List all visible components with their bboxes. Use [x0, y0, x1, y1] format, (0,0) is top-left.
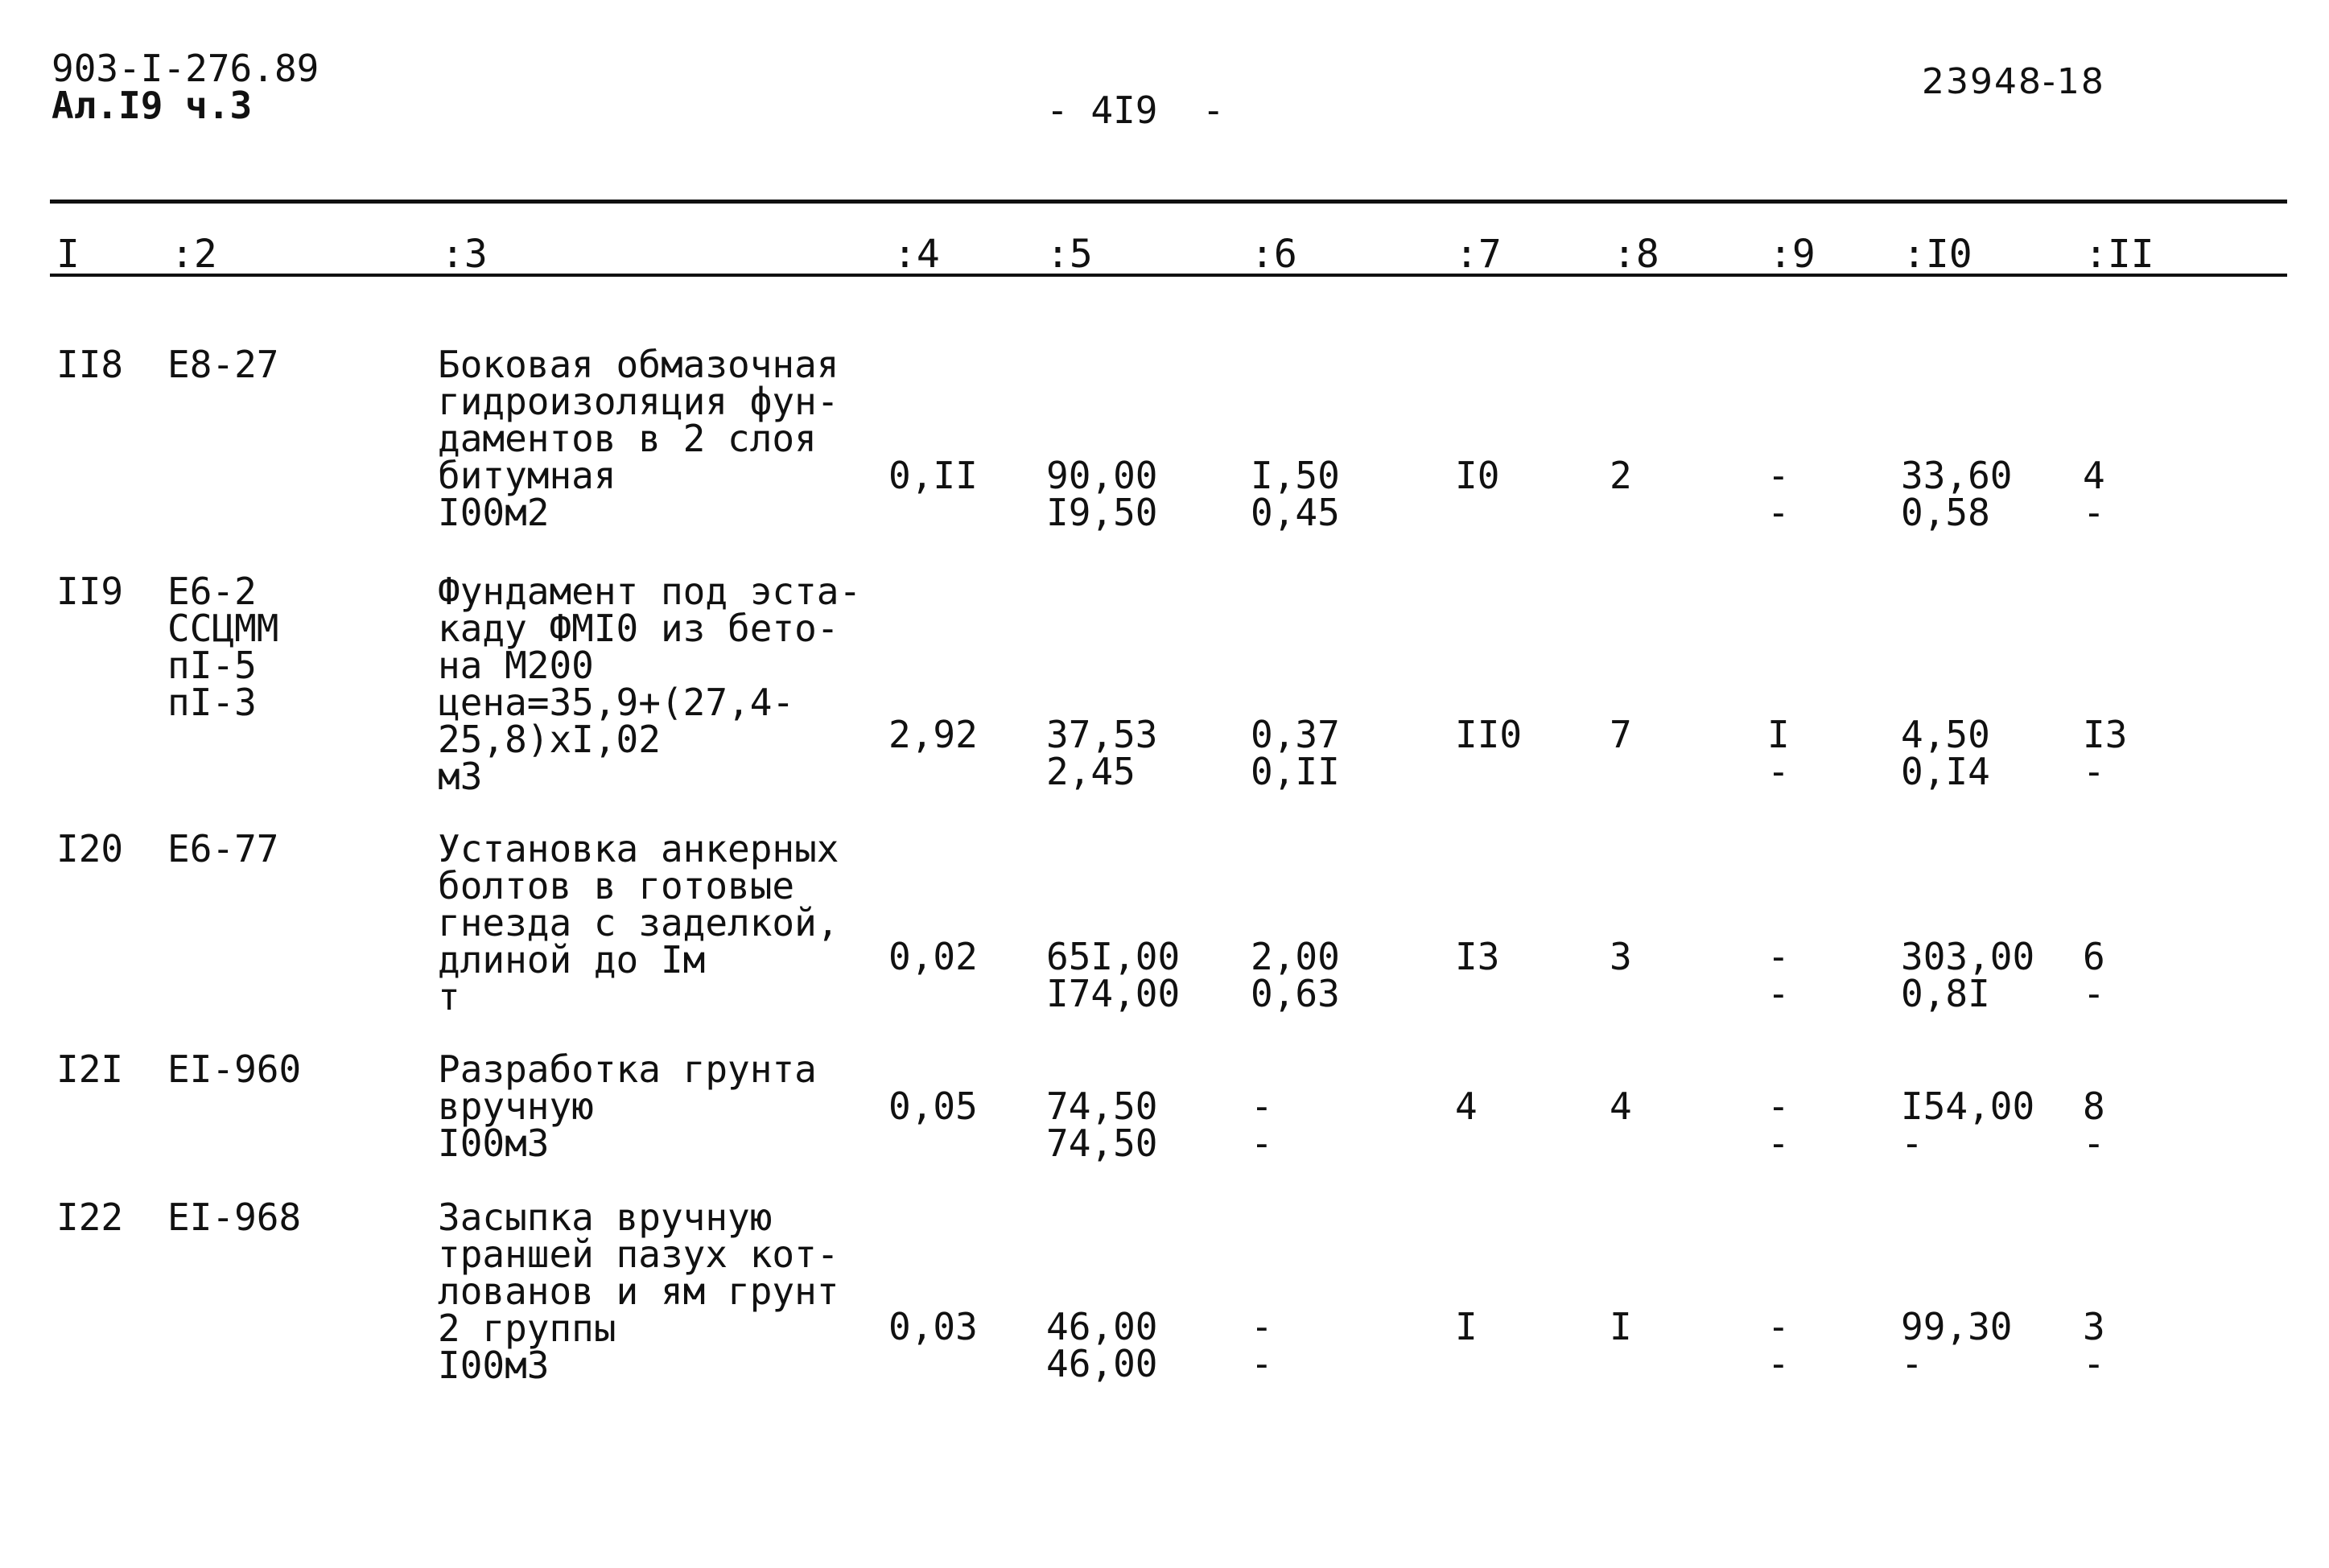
norm-code [167, 1196, 302, 1239]
col5-values [1046, 454, 1158, 534]
description-line: I00м3 [438, 1121, 550, 1165]
table-top-rule [50, 200, 2287, 204]
description-line: 2 группы [438, 1307, 616, 1350]
row-number: II8 [56, 343, 124, 386]
value-line: 0,8I [1901, 972, 1990, 1015]
value-line: - [1251, 1305, 1273, 1348]
description-line: I00м2 [438, 491, 550, 534]
description-line: Фундамент под эста- [438, 570, 862, 613]
description-line: Засыпка вручную [438, 1196, 773, 1239]
value-line: 3 [2083, 1305, 2105, 1348]
value-line: - [2083, 1342, 2105, 1385]
value-line: 0,58 [1901, 491, 1990, 534]
work-description [438, 1196, 839, 1387]
value-line: - [1901, 1342, 1923, 1385]
value-line: I74,00 [1046, 972, 1181, 1015]
value-line: - [1767, 1084, 1790, 1128]
value-line: 4,50 [1901, 713, 1990, 756]
value-line: I9,50 [1046, 491, 1158, 534]
col6-values [1251, 713, 1340, 793]
col11-values [2083, 713, 2128, 793]
col8-value: 7 [1610, 713, 1632, 756]
value-line: 2,45 [1046, 750, 1136, 793]
description-line: м3 [438, 755, 483, 798]
value-line: 0,63 [1251, 972, 1340, 1015]
col5-values [1046, 1305, 1158, 1385]
col6-values [1251, 935, 1340, 1015]
col7-value: II0 [1455, 713, 1523, 756]
col7-value: I0 [1455, 454, 1500, 497]
value-line: - [1767, 750, 1790, 793]
description-line: лованов и ям грунт [438, 1270, 839, 1313]
value-line: 4 [2083, 454, 2105, 497]
description-line: Боковая обмазочная [438, 343, 839, 386]
col5-values [1046, 1084, 1158, 1165]
value-line: 46,00 [1046, 1342, 1158, 1385]
value-line: 6 [2083, 935, 2105, 978]
col9-values [1767, 1305, 1790, 1385]
description-line: Разработка грунта [438, 1047, 817, 1091]
description-line: на М200 [438, 644, 594, 687]
row-number: I20 [56, 827, 124, 870]
column-header-8: :8 [1613, 232, 1659, 277]
value-line: - [1767, 1342, 1790, 1385]
value-line: 33,60 [1901, 454, 2013, 497]
row-number: I22 [56, 1196, 124, 1239]
norm-code-line: пI-3 [167, 681, 257, 724]
value-line: I3 [2083, 713, 2128, 756]
description-line: каду ФМI0 из бето- [438, 607, 839, 650]
value-line: - [1251, 1342, 1273, 1385]
norm-code [167, 570, 279, 724]
col10-values [1901, 454, 2013, 534]
page-number: - 4I9 - [1046, 88, 1225, 132]
norm-code-line: EI-960 [167, 1047, 302, 1091]
col8-value: 4 [1610, 1084, 1632, 1128]
col9-values [1767, 713, 1790, 793]
col10-values [1901, 935, 2035, 1015]
value-line: - [2083, 750, 2105, 793]
work-description [438, 343, 839, 534]
description-line: болтов в готовые [438, 864, 795, 907]
description-line: цена=35,9+(27,4- [438, 681, 795, 724]
norm-code-line: EI-968 [167, 1196, 302, 1239]
document-code: 903-I-276.89 [52, 47, 319, 90]
quantity: 2,92 [888, 713, 978, 756]
column-header-9: :9 [1769, 232, 1816, 277]
quantity: 0,03 [888, 1305, 978, 1348]
column-header-10: :I0 [1902, 232, 1972, 277]
column-header-7: :7 [1455, 232, 1502, 277]
col9-values [1767, 1084, 1790, 1165]
value-line: 303,00 [1901, 935, 2035, 978]
col8-value: I [1610, 1305, 1632, 1348]
sheet-part: Ал.I9 ч.3 [52, 84, 253, 127]
col10-values [1901, 713, 1990, 793]
value-line: - [2083, 972, 2105, 1015]
norm-code [167, 1047, 302, 1091]
work-description [438, 1047, 817, 1165]
col5-values [1046, 713, 1158, 793]
col11-values [2083, 1305, 2105, 1385]
description-line: траншей пазух кот- [438, 1233, 839, 1276]
value-line: - [1767, 972, 1790, 1015]
description-line: т [438, 975, 460, 1019]
column-header-5: :5 [1046, 232, 1093, 277]
value-line: 8 [2083, 1084, 2105, 1128]
col6-values [1251, 1305, 1273, 1385]
value-line: - [1767, 491, 1790, 534]
norm-code [167, 827, 279, 870]
value-line: 2,00 [1251, 935, 1340, 978]
description-line: гидроизоляция фун- [438, 380, 839, 423]
norm-code-line: E8-27 [167, 343, 279, 386]
work-description [438, 827, 839, 1019]
norm-code-line: ССЦММ [167, 607, 279, 650]
value-line: - [1767, 935, 1790, 978]
value-line: - [1901, 1121, 1923, 1165]
description-line: длиной до Iм [438, 938, 706, 982]
column-header-1: I [56, 232, 80, 277]
description-line: Установка анкерных [438, 827, 839, 870]
value-line: 90,00 [1046, 454, 1158, 497]
value-line: - [1767, 1121, 1790, 1165]
value-line: - [1251, 1121, 1273, 1165]
col10-values [1901, 1084, 2035, 1165]
value-line: 0,37 [1251, 713, 1340, 756]
value-line: - [2083, 1121, 2105, 1165]
row-number: II9 [56, 570, 124, 613]
value-line: 37,53 [1046, 713, 1158, 756]
col9-values [1767, 454, 1790, 534]
value-line: 0,45 [1251, 491, 1340, 534]
value-line: 65I,00 [1046, 935, 1181, 978]
value-line: I,50 [1251, 454, 1340, 497]
description-line: 25,8)xI,02 [438, 718, 661, 761]
col11-values [2083, 1084, 2105, 1165]
col7-value: I3 [1455, 935, 1500, 978]
col10-values [1901, 1305, 2013, 1385]
norm-code [167, 343, 279, 386]
value-line: 99,30 [1901, 1305, 2013, 1348]
value-line: 0,I4 [1901, 750, 1990, 793]
column-header-6: :6 [1251, 232, 1297, 277]
value-line: - [1767, 1305, 1790, 1348]
column-header-4: :4 [893, 232, 940, 277]
col8-value: 2 [1610, 454, 1632, 497]
quantity: 0,05 [888, 1084, 978, 1128]
col5-values [1046, 935, 1181, 1015]
description-line: битумная [438, 454, 616, 497]
value-line: 46,00 [1046, 1305, 1158, 1348]
col8-value: 3 [1610, 935, 1632, 978]
col11-values [2083, 454, 2105, 534]
description-line: даментов в 2 слоя [438, 417, 817, 460]
norm-code-line: E6-77 [167, 827, 279, 870]
value-line: 0,II [1251, 750, 1340, 793]
value-line: - [2083, 491, 2105, 534]
col9-values [1767, 935, 1790, 1015]
column-header-3: :3 [441, 232, 488, 277]
quantity: 0,02 [888, 935, 978, 978]
description-line: гнезда с заделкой, [438, 901, 839, 945]
work-description [438, 570, 862, 798]
col7-value: I [1455, 1305, 1478, 1348]
column-header-2: :2 [171, 232, 217, 277]
norm-code-line: E6-2 [167, 570, 257, 613]
value-line: 74,50 [1046, 1121, 1158, 1165]
col7-value: 4 [1455, 1084, 1478, 1128]
value-line: - [1251, 1084, 1273, 1128]
col6-values [1251, 1084, 1273, 1165]
value-line: - [1767, 454, 1790, 497]
value-line: I54,00 [1901, 1084, 2035, 1128]
stamp-number: 23948-18 [1922, 61, 2105, 102]
description-line: вручную [438, 1084, 594, 1128]
col11-values [2083, 935, 2105, 1015]
col6-values [1251, 454, 1340, 534]
row-number: I2I [56, 1047, 124, 1091]
column-header-11: :II [2084, 232, 2154, 277]
value-line: I [1767, 713, 1790, 756]
quantity: 0,II [888, 454, 978, 497]
description-line: I00м3 [438, 1344, 550, 1387]
value-line: 74,50 [1046, 1084, 1158, 1128]
norm-code-line: пI-5 [167, 644, 257, 687]
